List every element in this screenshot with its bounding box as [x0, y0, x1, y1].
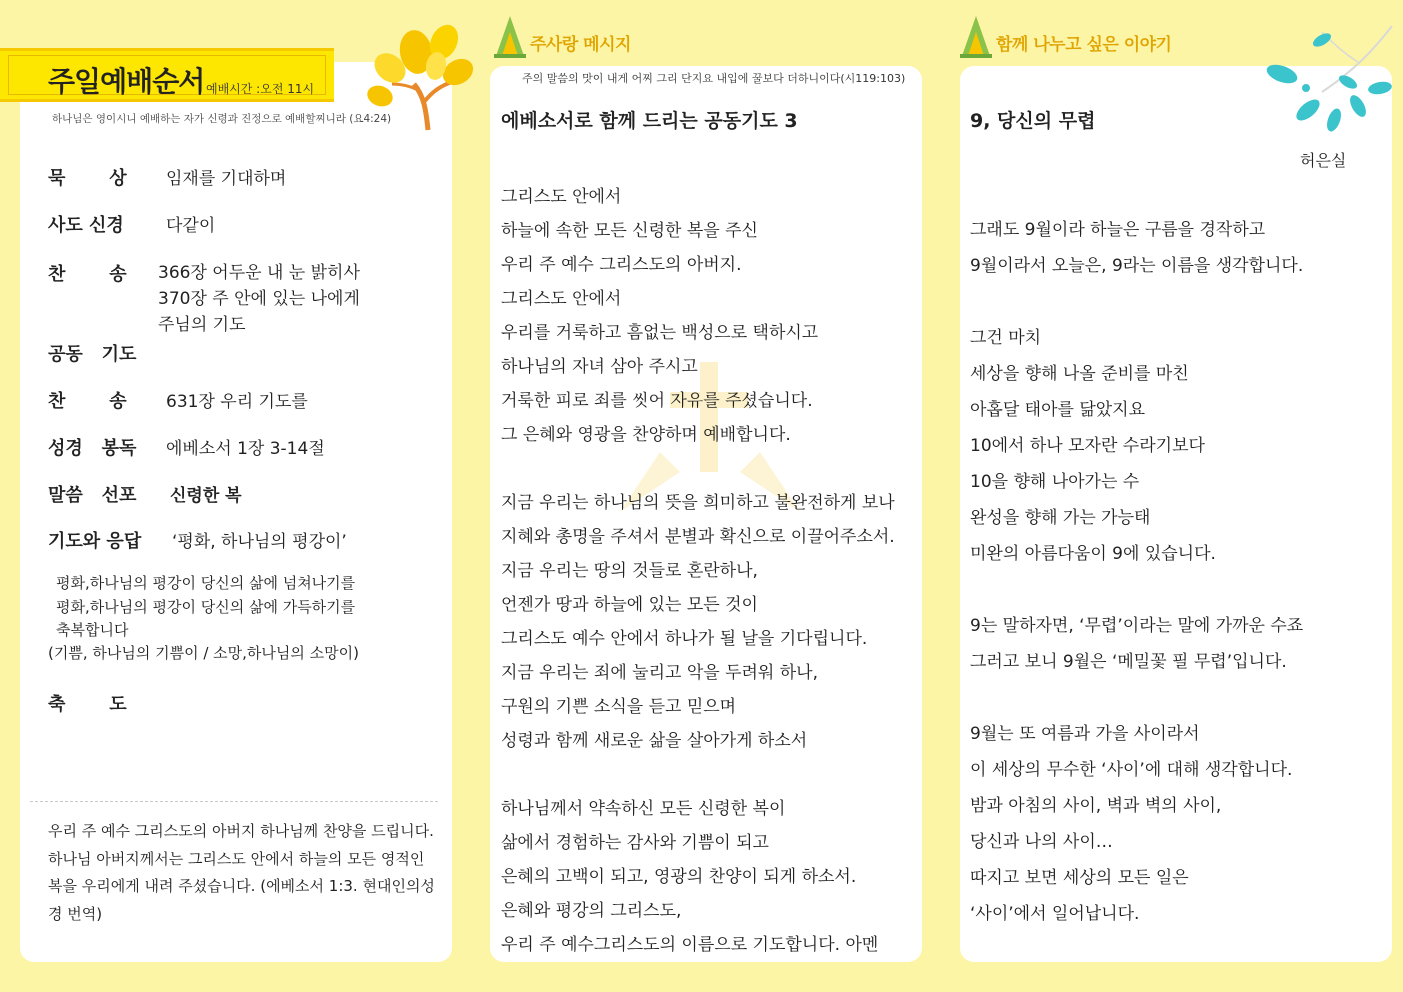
prayer-line: 우리 주 예수그리스도의 이름으로 기도합니다. 아멘 [501, 935, 879, 955]
order-label: 공동 기도 [48, 344, 137, 365]
story-title: 9, 당신의 무렵 [970, 110, 1096, 132]
response-line: 평화,하나님의 평강이 당신의 삶에 넘쳐나기를 [56, 574, 356, 592]
prayer-title: 에베소서로 함께 드리는 공동기도 3 [501, 110, 798, 132]
order-label: 성경 봉독 [48, 438, 137, 459]
prayer-line: 그리스도 안에서 [501, 289, 622, 309]
prayer-line: 은혜의 고백이 되고, 영광의 찬양이 되게 하소서. [501, 867, 857, 887]
order-value: 366장 어두운 내 눈 밝히사 [158, 263, 360, 283]
prayer-line: 성령과 함께 새로운 삶을 살아가게 하소서 [501, 731, 808, 751]
prayer-line: 지혜와 총명을 주셔서 분별과 확신으로 이끌어주소서. [501, 527, 895, 547]
response-line: 축복합니다 [56, 621, 129, 639]
response-lines [56, 572, 355, 643]
prayer-line: 지금 우리는 죄에 눌리고 악을 두려워 하나, [501, 663, 819, 683]
prayer-line: 하나님께서 약속하신 모든 신령한 복이 [501, 799, 786, 819]
prayer-line: 구원의 기쁜 소식을 듣고 믿으며 [501, 697, 737, 717]
prayer-line: 언젠가 땅과 하늘에 있는 모든 것이 [501, 595, 758, 615]
footer-scripture: 우리 주 예수 그리스도의 아버지 하나님께 찬양을 드립니다. 하나님 아버지께서는 그리스도 안에서 하늘의 모든 영적인 복을 우리에게 내려 주셨습니다. (에베소서 1:3. 현대인의성경 번역) [48, 822, 435, 923]
prayer-text [501, 180, 895, 962]
prayer-line: 그리스도 예수 안에서 하나가 될 날을 기다립니다. [501, 629, 868, 649]
story-header: 함께 나누고 싶은 이야기 [996, 35, 1172, 55]
story-line: 9월는 또 여름과 가을 사이라서 [970, 724, 1200, 744]
prayer-line [501, 452, 895, 486]
section-header-icon [958, 12, 994, 60]
story-line: 완성을 향해 가는 가능태 [970, 508, 1151, 528]
story-line: 미완의 아름다움이 9에 있습니다. [970, 544, 1216, 564]
story-text [970, 212, 1303, 932]
header-verse: 하나님은 영이시니 예배하는 자가 신령과 진정으로 예배할찌니라 (요4:24) [52, 113, 392, 125]
order-label: 축 도 [48, 694, 127, 715]
story-line: 당신과 나의 사이… [970, 832, 1113, 852]
story-line [970, 572, 1303, 608]
order-label: 기도와 응답 [48, 531, 142, 552]
section-header-icon [492, 12, 528, 60]
prayer-line: 하나님의 자녀 삼아 주시고 [501, 357, 698, 377]
order-label: 사도 신경 [48, 215, 124, 236]
story-line [970, 284, 1303, 320]
story-line: 따지고 보면 세상의 모든 일은 [970, 868, 1189, 888]
prayer-line: 삶에서 경험하는 감사와 기쁨이 되고 [501, 833, 769, 853]
prayer-line: 그 은혜와 영광을 찬양하며 예배합니다. [501, 425, 791, 445]
story-line: 9월이라서 오늘은, 9라는 이름을 생각합니다. [970, 256, 1304, 276]
story-line: 그러고 보니 9월은 ‘메밀꽃 필 무렵’입니다. [970, 652, 1287, 672]
order-label: 찬 송 [48, 264, 127, 285]
prayer-line: 지금 우리는 하나님의 뜻을 희미하고 불완전하게 보나 [501, 493, 895, 513]
order-value: 주님의 기도 [158, 315, 246, 335]
prayer-line [501, 758, 895, 792]
story-line: 세상을 향해 나올 준비를 마친 [970, 364, 1189, 384]
order-label: 찬 송 [48, 391, 127, 412]
prayer-line: 우리 주 예수 그리스도의 아버지. [501, 255, 742, 275]
order-label: 말씀 선포 [48, 485, 137, 506]
order-value: 다같이 [166, 216, 216, 236]
dashed-divider [30, 801, 438, 802]
story-author: 허은실 [1300, 151, 1347, 170]
response-line: 평화,하나님의 평강이 당신의 삶에 가득하기를 [56, 597, 356, 616]
order-value: 에베소서 1장 3-14절 [166, 439, 325, 459]
prayer-line: 은혜와 평강의 그리스도, [501, 901, 682, 921]
story-line: 이 세상의 무수한 ‘사이’에 대해 생각합니다. [970, 760, 1293, 780]
story-line: 그건 마치 [970, 328, 1042, 348]
message-header: 주사랑 메시지 [530, 35, 631, 55]
prayer-line: 지금 우리는 땅의 것들로 혼란하나, [501, 561, 758, 581]
prayer-line: 우리를 거룩하고 흠없는 백성으로 택하시고 [501, 323, 819, 343]
order-value: 631장 우리 기도를 [166, 392, 308, 412]
story-line: 그래도 9월이라 하늘은 구름을 경작하고 [970, 220, 1266, 240]
order-value: ‘평화, 하나님의 평강이’ [172, 532, 347, 552]
story-line: 10에서 하나 모자란 수라기보다 [970, 436, 1205, 456]
order-value: 370장 주 안에 있는 나에게 [158, 289, 360, 309]
order-value: 신령한 복 [170, 486, 242, 506]
order-label: 묵 상 [48, 168, 127, 189]
story-line [970, 680, 1303, 716]
order-value: 임재를 기대하며 [166, 169, 287, 189]
response-note: (기쁨, 하나님의 기쁨이 / 소망,하나님의 소망이) [48, 644, 359, 662]
prayer-line: 거룩한 피로 죄를 씻어 자유를 주셨습니다. [501, 391, 813, 411]
story-line: ‘사이’에서 일어납니다. [970, 904, 1140, 924]
story-line: 9는 말하자면, ‘무렵’이라는 말에 가까운 수죠 [970, 616, 1304, 636]
prayer-line: 그리스도 안에서 [501, 187, 622, 207]
message-verse: 주의 말씀의 맛이 내게 어찌 그리 단지요 내입에 꿀보다 더하니이다(시119:103) [522, 72, 906, 85]
story-line: 10을 향해 나아가는 수 [970, 472, 1140, 492]
prayer-line: 하늘에 속한 모든 신령한 복을 주신 [501, 221, 758, 241]
story-line: 아홉달 태아를 닮았지요 [970, 400, 1146, 420]
worship-time: 예배시간 :오전 11시 [206, 82, 315, 96]
tree-decoration-icon [366, 22, 478, 132]
story-line: 밤과 아침의 사이, 벽과 벽의 사이, [970, 796, 1222, 816]
leaf-branch-icon [1262, 22, 1396, 134]
page-title: 주일예배순서 [48, 65, 205, 98]
